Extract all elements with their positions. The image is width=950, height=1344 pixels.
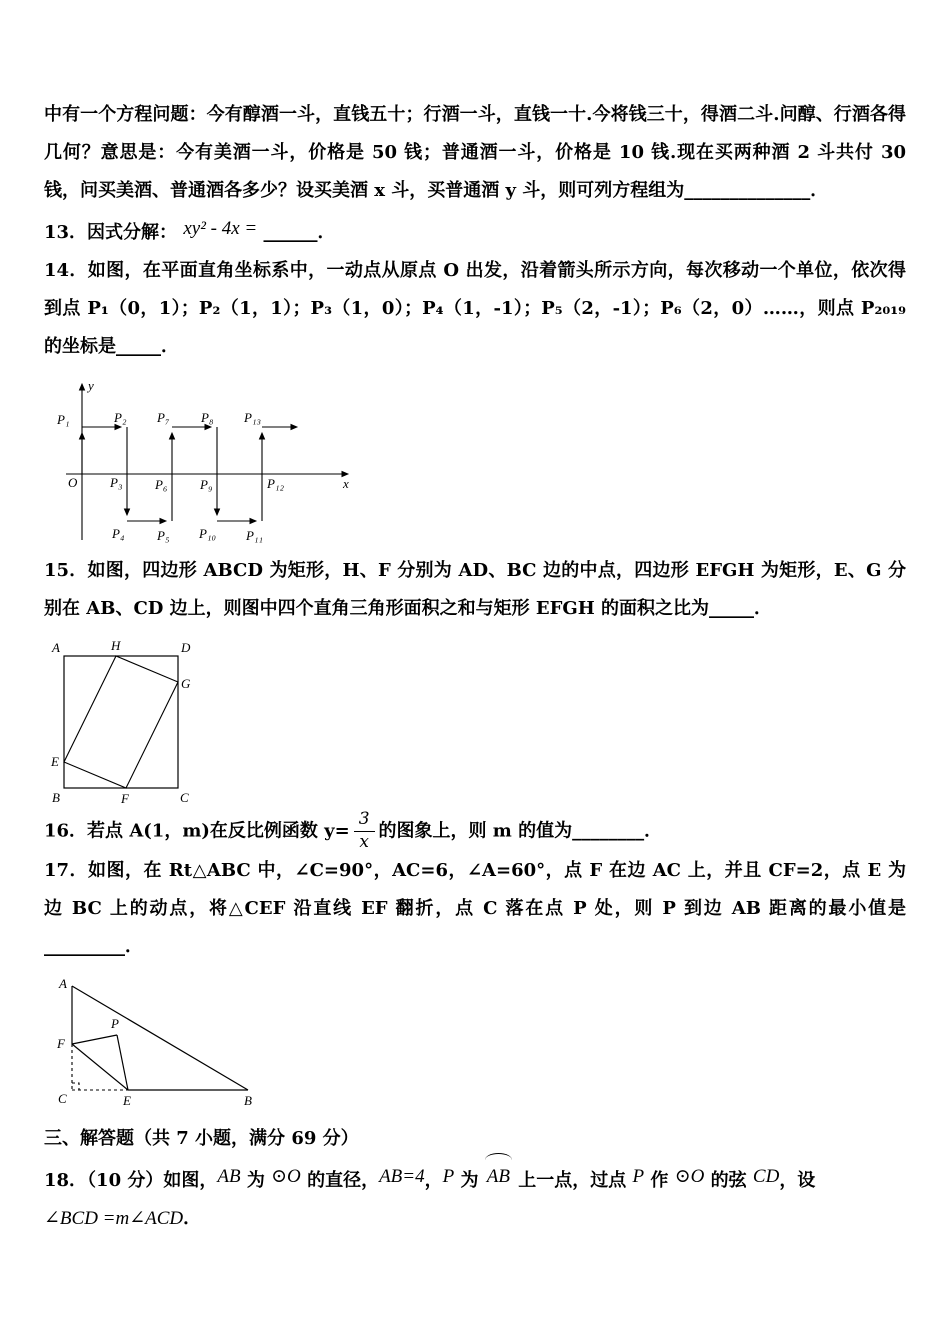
fig15-label-f: F — [121, 791, 129, 804]
q18-math-cd: CD — [752, 1166, 780, 1188]
q18-text-4: ， — [424, 1170, 443, 1192]
q18-text-7: 作 — [644, 1170, 675, 1192]
q18-text-9: ，设 — [779, 1170, 816, 1192]
fig17-label-c: C — [58, 1091, 67, 1107]
q18-math-ab: AB — [217, 1166, 241, 1188]
q16-text-before: 16．若点 A(1，m)在反比例函数 y= — [44, 820, 350, 842]
fig17-right-angle-mark — [72, 1083, 79, 1090]
question-14-text: 14．如图，在平面直角坐标系中，一动点从原点 O 出发，沿着箭头所示方向，每次移动一个单位，依次得到点 P₁（0，1）；P₂（1，1）；P₃（1，0）；P₄（1，-1）；P₅（2，-1）；P₆（2，0）……，则点 P₂₀₁₉ 的坐标是_____． — [44, 260, 906, 357]
fig17-labels — [56, 976, 252, 1108]
q18-math-circle-o-1: ⊙O — [271, 1166, 301, 1188]
fig14-label-p11: P₁₁ — [246, 528, 263, 543]
fig17-label-a: A — [59, 976, 67, 992]
q18-math-ab-equals-4: AB=4 — [379, 1166, 425, 1188]
q16-fraction — [354, 810, 375, 852]
figure-14-coordinate-plane — [50, 374, 360, 546]
fig15-label-e: E — [51, 754, 59, 769]
q16-fraction-denominator: x — [359, 831, 369, 852]
question-13 — [44, 210, 906, 252]
fig14-label-p9: P₉ — [200, 477, 213, 492]
fig15-label-b: B — [52, 790, 60, 804]
fig14-label-x: x — [343, 476, 349, 491]
fig14-label-p10: P₁₀ — [199, 526, 216, 541]
figure-15-rectangles — [50, 636, 200, 804]
q16-text-after: 的图象上，则 m 的值为________． — [378, 820, 663, 842]
q18-math-p-2: P — [632, 1166, 645, 1188]
fig17-label-p: P — [111, 1016, 119, 1032]
q18-math-circle-o-2: ⊙O — [674, 1166, 705, 1188]
q18-math-p-1: P — [442, 1166, 455, 1188]
fig15-label-h: H — [111, 638, 121, 653]
fig14-label-p7: P₇ — [157, 410, 170, 425]
fig14-label-p3: P₃ — [110, 475, 123, 490]
q18-text-5: 为 — [454, 1170, 485, 1192]
q16-fraction-numerator: 3 — [354, 810, 375, 832]
question-16 — [44, 810, 906, 852]
fig14-label-p2: P₂ — [114, 410, 127, 425]
figure-15 — [50, 636, 906, 808]
fig17-segment-fp — [72, 1035, 117, 1044]
fig15-label-c: C — [180, 790, 189, 804]
figure-17 — [50, 974, 906, 1118]
q18-equation-period: ． — [183, 1208, 202, 1230]
q18-text-2: 为 — [240, 1170, 272, 1192]
figure-17-triangle — [50, 974, 265, 1114]
question-15-text: 15．如图，四边形 ABCD 为矩形，H、F 分别为 AD、BC 边的中点，四边形 EFGH 为矩形，E、G 分别在 AB、CD 边上，则图中四个直角三角形面积之和与矩形 EFGH 的面积之比为_____． — [44, 560, 906, 619]
q18-text-8: 的弦 — [704, 1170, 753, 1192]
fig17-hypotenuse-ab — [72, 986, 248, 1090]
fig14-label-p8: P₈ — [201, 410, 214, 425]
fig14-label-p6: P₆ — [155, 477, 168, 492]
fig17-label-b: B — [244, 1093, 252, 1109]
fig14-axes — [66, 384, 348, 540]
fig17-solid-lines — [72, 986, 248, 1090]
fig15-label-g: G — [181, 676, 191, 691]
fig14-labels — [56, 378, 349, 543]
intro-paragraph: 中有一个方程问题：今有醇酒一斗，直钱五十；行酒一斗，直钱一十.今将钱三十，得酒二斗.问醇、行酒各得几何？意思是：今有美酒一斗，价格是 50 钱；普通酒一斗，价格是 10 钱.现在买两种酒 2 斗共付 30 钱，问买美酒、普通酒各多少？设买美酒 x 斗，买普通酒 y 斗，则可列方程组为______________． — [44, 104, 906, 201]
fig14-label-p5: P₅ — [157, 528, 170, 543]
q13-blank: ______． — [263, 222, 336, 243]
fig15-inner-rectangle — [64, 656, 178, 788]
fig15-labels — [50, 638, 191, 804]
fig17-label-f: F — [57, 1036, 65, 1052]
q18-text-1: 18．（10 分）如图， — [44, 1170, 218, 1192]
q18-math-arc-ab: AB — [485, 1158, 512, 1196]
fig14-label-o: O — [68, 475, 78, 490]
question-18 — [44, 1158, 906, 1200]
fig14-label-y: y — [88, 378, 94, 393]
fig15-label-d: D — [181, 640, 191, 655]
question-18-equation-line — [44, 1200, 906, 1238]
question-17-text: 17．如图，在 Rt△ABC 中，∠C=90°，AC=6，∠A=60°，点 F 在边 AC 上，并且 CF=2，点 E 为边 BC 上的动点，将△CEF 沿直线 EF 翻折，点 C 落在点 P 处，则 P 到边 AB 距离的最小值是_________． — [44, 860, 906, 958]
fig17-label-e: E — [123, 1093, 131, 1109]
figure-14 — [50, 374, 906, 550]
q18-text-6: 上一点，过点 — [512, 1170, 633, 1192]
q13-expression: xy² - 4x = — [183, 218, 258, 239]
fig14-label-p13: P₁₃ — [244, 410, 261, 425]
fig15-label-a: A — [52, 640, 60, 655]
fig14-label-p1: P₁ — [57, 412, 70, 427]
q13-label: 13．因式分解： — [44, 222, 178, 243]
fig15-outer-rectangle — [64, 656, 178, 788]
q18-equation: ∠BCD =m∠ACD — [44, 1208, 184, 1230]
fig14-label-p12: P₁₂ — [267, 476, 284, 491]
q18-text-3: 的直径， — [300, 1170, 380, 1192]
fig14-label-p4: P₄ — [112, 526, 125, 541]
section-3-heading: 三、解答题（共 7 小题，满分 69 分） — [44, 1128, 359, 1150]
